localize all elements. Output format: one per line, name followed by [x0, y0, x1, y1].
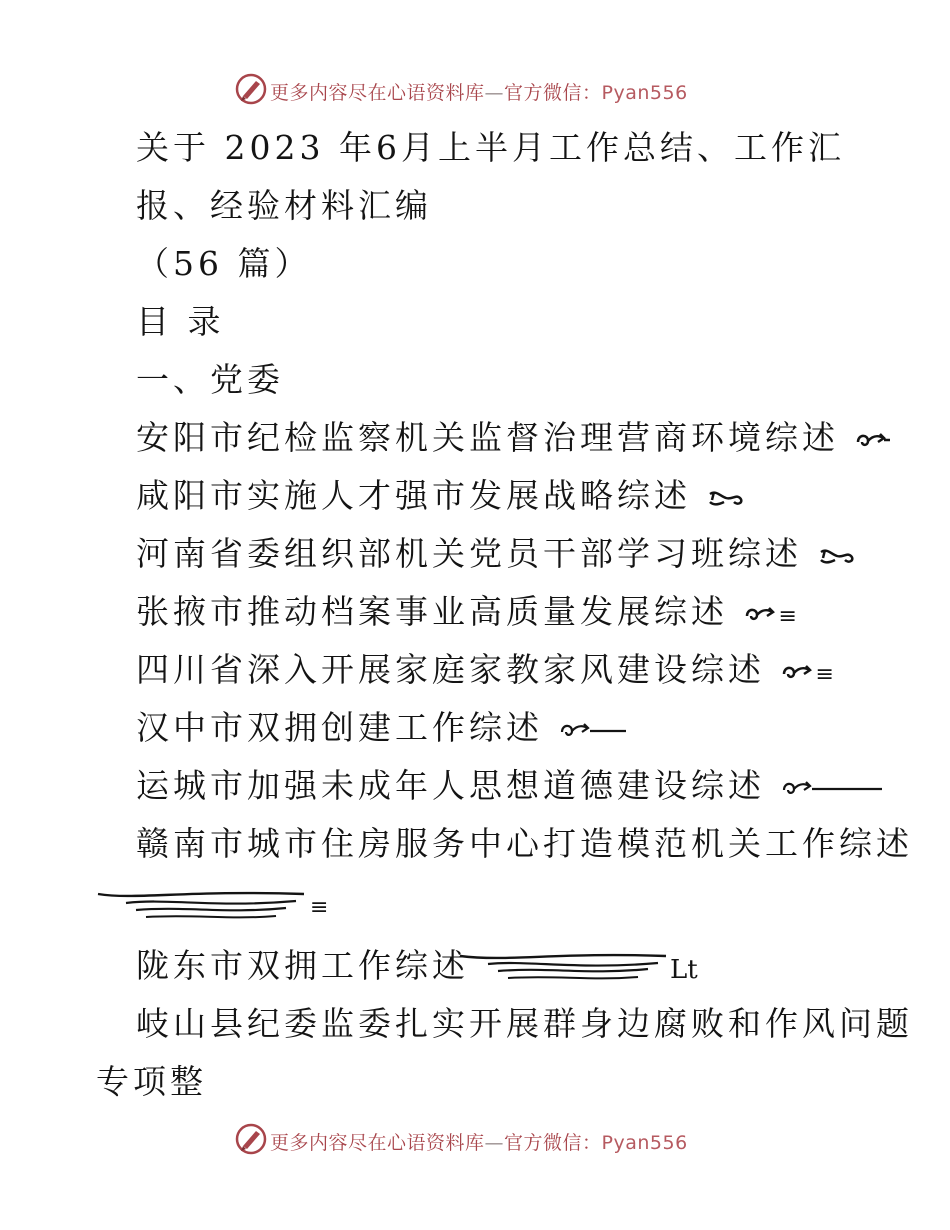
wavy-leader-line: [96, 886, 306, 922]
wechat-id: Pyan556: [601, 82, 688, 104]
section-heading: 一、党委: [136, 360, 284, 399]
toc-entry-5: [136, 650, 838, 695]
toc-entry-title: 岐山县纪委监委扎实开展群身边腐败和作风问题: [136, 1004, 913, 1043]
toc-entry-10-continuation: 专项整: [96, 1062, 207, 1101]
header-watermark-banner: [0, 72, 950, 112]
toc-entry-title: 张掖市推动档案事业高质量发展综述: [136, 592, 728, 631]
toc-entry-title: 咸阳市实施人才强市发展战略综述: [136, 476, 691, 515]
toc-entry-9: [136, 946, 469, 986]
leader-mark: ≡: [815, 662, 838, 687]
banner-separator: —: [484, 1132, 505, 1154]
toc-entry-2: [136, 476, 746, 516]
toc-entry-10: [136, 1004, 913, 1044]
footer-watermark-banner: [0, 1122, 950, 1162]
toc-heading: 目 录: [136, 302, 225, 341]
toc-entry-title: 河南省委组织部机关党员干部学习班综述: [136, 534, 802, 573]
pen-logo-icon: [234, 1122, 268, 1156]
toc-entry-1: [136, 418, 894, 458]
toc-entry-title: 运城市加强未成年人思想道德建设综述: [136, 766, 765, 805]
site-name: 更多内容尽在心语资料库: [270, 1132, 485, 1154]
wavy-leader-line: [458, 950, 668, 982]
scroll-ornament-icon: [558, 718, 630, 742]
scroll-ornament-icon: [817, 544, 857, 568]
wechat-id: Pyan556: [601, 1132, 688, 1154]
scroll-ornament-icon: [854, 428, 894, 452]
toc-entry-title: 四川省深入开展家庭家教家风建设综述: [136, 650, 765, 689]
scroll-ornament-icon: [780, 660, 816, 684]
doc-title-line2: 报、经验材料汇编: [136, 186, 432, 225]
toc-entry-title: 陇东市双拥工作综述: [136, 946, 469, 985]
toc-entry-3: [136, 534, 857, 574]
leader-mark: ≡: [310, 895, 333, 920]
toc-entry-7: [136, 766, 884, 806]
toc-entry-8: [136, 824, 913, 864]
leader-mark: ≡: [778, 604, 801, 629]
toc-entry-6: [136, 708, 630, 748]
banner-separator: —: [484, 82, 505, 104]
pen-logo-icon: [234, 72, 268, 106]
wechat-label: 官方微信：: [504, 82, 602, 104]
doc-count: （56 篇）: [136, 244, 312, 283]
toc-entry-title: 汉中市双拥创建工作综述: [136, 708, 543, 747]
watermark-text: [270, 1128, 688, 1155]
doc-title-line1: 关于 2023 年6月上半月工作总结、工作汇: [136, 128, 845, 167]
toc-entry-4: [136, 592, 801, 637]
toc-entry-title: 赣南市城市住房服务中心打造模范机关工作综述: [136, 824, 913, 863]
wechat-label: 官方微信：: [504, 1132, 602, 1154]
scroll-ornament-icon: [780, 776, 884, 800]
site-name: 更多内容尽在心语资料库: [270, 82, 485, 104]
leader-mark: Lt: [670, 955, 698, 985]
watermark-text: [270, 78, 688, 105]
scroll-ornament-icon: [743, 602, 779, 626]
toc-entry-title: 安阳市纪检监察机关监督治理营商环境综述: [136, 418, 839, 457]
scroll-ornament-icon: [706, 486, 746, 510]
